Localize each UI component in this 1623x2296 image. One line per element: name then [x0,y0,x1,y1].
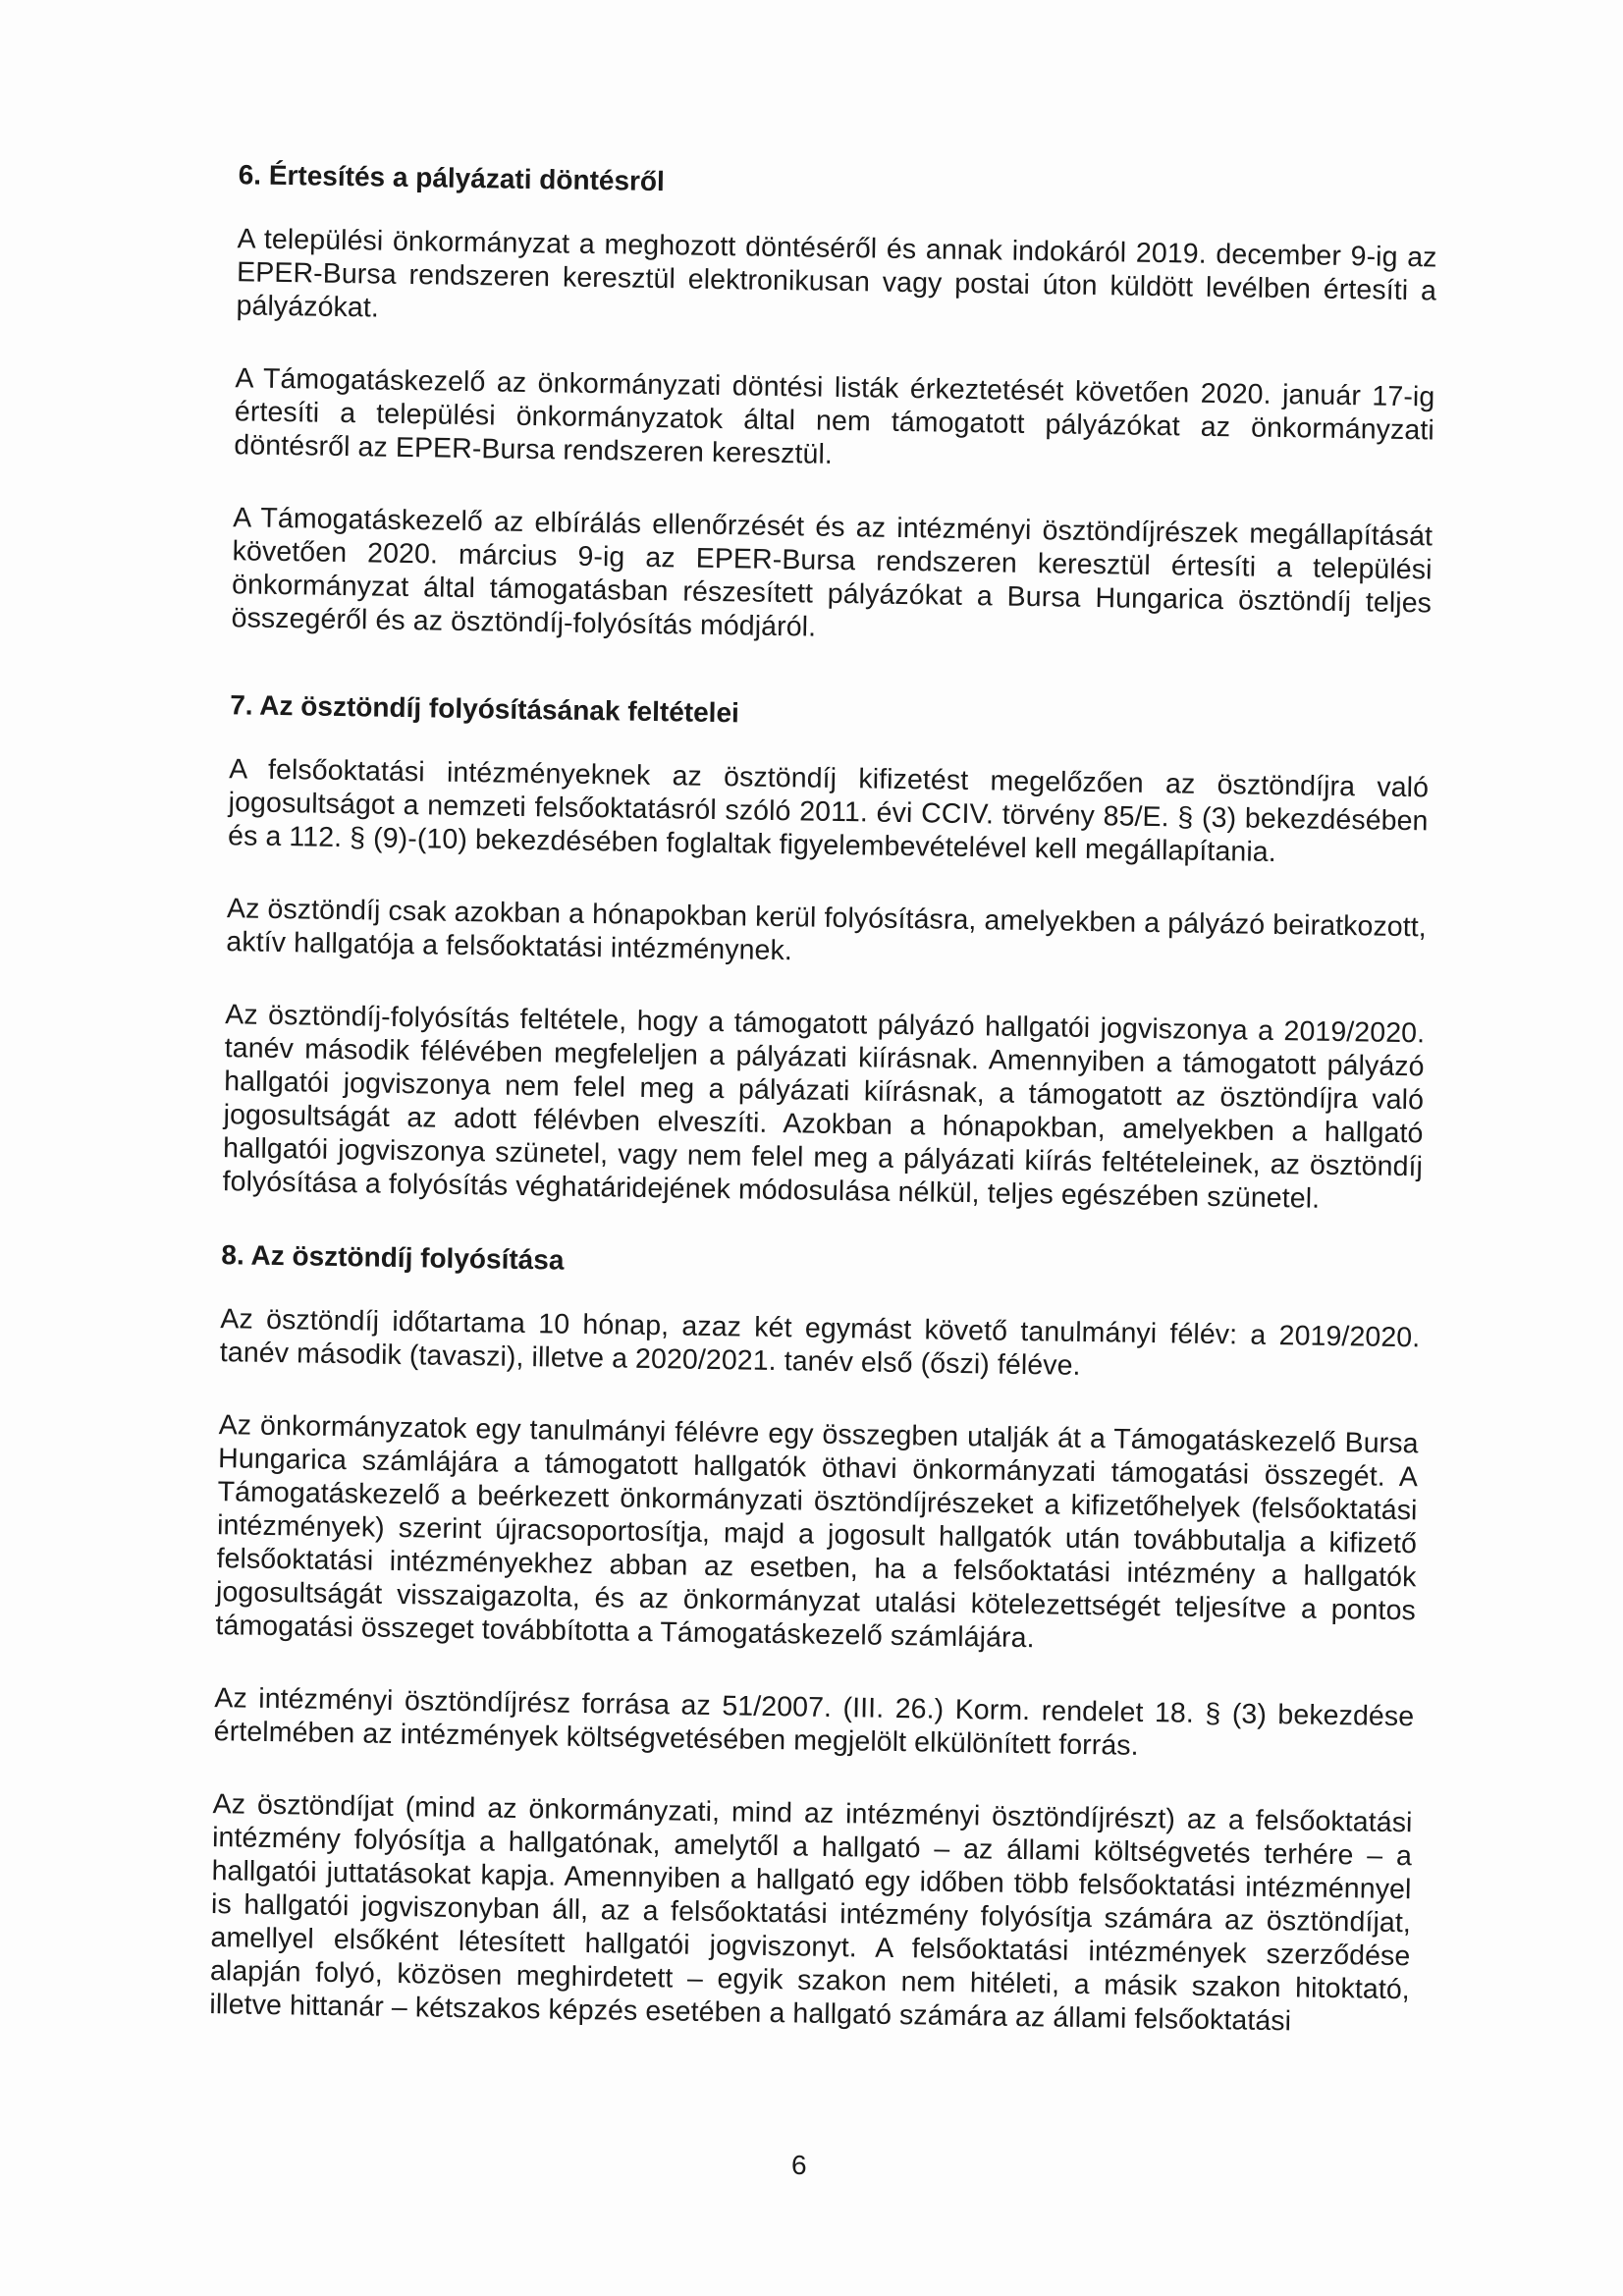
section-6-paragraph-1: A települési önkormányzat a meghozott döntéséről és annak indokáról 2019. december 9-ig az EPER-Bursa rendszeren keresztül elektronikusan vagy postai úton küldött levélben értesíti a pályázókat. [236,223,1437,324]
page-number: 6 [791,2150,807,2180]
section-7-paragraph-2: Az ösztöndíj csak azokban a hónapokban kerül folyósításra, amelyekben a pályázó beiratkozott, aktív hallgatója a felsőoktatási intézménynek. [226,893,1428,967]
section-7-paragraph-1: A felsőoktatási intézményeknek az ösztöndíj kifizetést megelőzően az ösztöndíjra való jogosultságot a nemzeti felsőoktatásról szóló 2011. évi CCIV. törvény 85/E. § (3) bekezdésében és a 112. § (9)-(10) bekezdésében foglaltak figyelembevételével kell megállapítania. [227,753,1430,868]
document-body [191,157,1438,2079]
section-8-title: 8. Az ösztöndíj folyósítása [221,1239,565,1276]
section-7-paragraph-3: Az ösztöndíj-folyósítás feltétele, hogy a támogatott pályázó hallgatói jogviszonya a 2019/2020. tanév második félévében megfeleljen a pályázati kiírásnak. Amennyiben a támogatott pályázó hallgatói jogviszonya nem felel meg a pályázati kiírásnak, a támogatott az ösztöndíjra való jogosultságát az adott félévben elveszíti. Azokban a hónapokban, amelyekben a hallgató hallgatói jogviszonya szünetel, vagy nem felel meg a pályázati kiírás feltételeinek, az ösztöndíj folyósítása a folyósítás véghatáridejének módosulása nélkül, teljes egészében szünetel. [222,999,1426,1215]
section-7-title: 7. Az ösztöndíj folyósításának feltételei [229,689,740,729]
section-6-title: 6. Értesítés a pályázati döntésről [238,159,666,197]
section-8-paragraph-3: Az intézményi ösztöndíjrész forrása az 51/2007. (III. 26.) Korm. rendelet 18. § (3) bekezdése értelmében az intézmények költségvetésében megjelölt elkülönített forrás. [213,1682,1415,1762]
section-6-paragraph-2: A Támogatáskezelő az önkormányzati döntési listák érkeztetését követően 2020. január 17-ig értesíti a települési önkormányzatok által nem támogatott pályázókat az önkormányzati döntésről az EPER-Bursa rendszeren keresztül. [234,362,1435,470]
section-8-paragraph-4: Az ösztöndíjat (mind az önkormányzati, mind az intézményi ösztöndíjrészt) az a felsőoktatási intézmény folyósítja a hallgatónak, amelytől a hallgató – az állami költségvetés terhére – a hallgatói juttatásokat kapja. Amennyiben a hallgató egy időben több felsőoktatási intézménnyel is hallgatói jogviszonyban áll, az a felsőoktatási intézmény folyósítja számára az ösztöndíjat, amellyel elsőként létesített hallgatói jogviszonyt. A felsőoktatási intézmények szerződése alapján folyó, közösen meghirdetett – egyik szakon nem hitéleti, a másik szakon hitoktató, illetve hittanár – kétszakos képzés esetében a hallgató számára az állami felsőoktatási [209,1788,1413,2038]
section-8-paragraph-1: Az ösztöndíj időtartama 10 hónap, azaz két egymást követő tanulmányi félév: a 2019/2020. tanév második (tavaszi), illetve a 2020/2021. tanév első (őszi) féléve. [219,1303,1421,1382]
section-8-paragraph-2: Az önkormányzatok egy tanulmányi félévre egy összegben utalják át a Támogatáskezelő Bursa Hungarica számlájára a támogatott hallgatók öthavi önkormányzati támogatási összegét. A Támogatáskezelő a beérkezett önkormányzati ösztöndíjrészeket a kifizetőhelyek (felsőoktatási intézmények) szerint újracsoportosítja, majd a jogosult hallgatók után továbbutalja a kifizető felsőoktatási intézményekhez abban az esetben, ha a felsőoktatási intézmény a hallgatók jogosultságát visszaigazolta, és az önkormányzat utalási kötelezettségét teljesítve a pontos támogatási összeget továbbította a Támogatáskezelő számlájára. [215,1409,1419,1655]
section-6-paragraph-3: A Támogatáskezelő az elbírálás ellenőrzését és az intézményi ösztöndíjrészek megállapítását követően 2020. március 9-ig az EPER-Bursa rendszeren keresztül értesíti a települési önkormányzat által támogatásban részesített pályázókat a Bursa Hungarica ösztöndíj teljes összegéről és az ösztöndíj-folyósítás módjáról. [231,502,1434,643]
